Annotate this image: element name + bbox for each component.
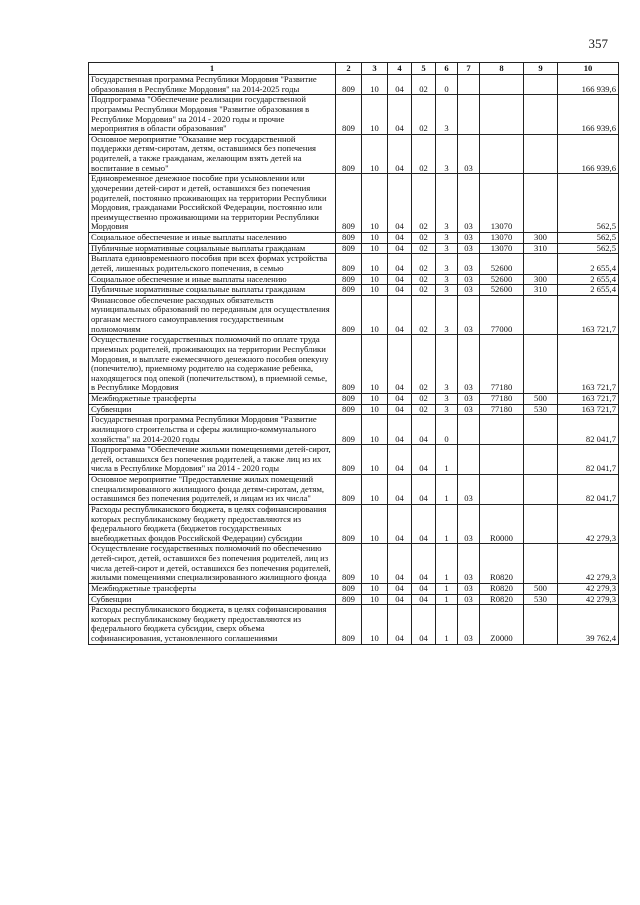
table-row bbox=[89, 274, 619, 285]
amount-cell: 2 655,4 bbox=[558, 274, 619, 285]
ministry-code-cell: 809 bbox=[336, 394, 362, 405]
program-code-cell: 02 bbox=[412, 233, 436, 244]
activity-code-cell: 03 bbox=[458, 174, 480, 233]
expense-type-cell bbox=[524, 445, 558, 475]
budget-table bbox=[88, 62, 619, 645]
section-code-cell: 10 bbox=[362, 335, 388, 394]
activity-code-cell: 03 bbox=[458, 504, 480, 544]
section-code-cell: 10 bbox=[362, 404, 388, 415]
subprogram-code-cell: 3 bbox=[436, 295, 458, 335]
subprogram-code-cell: 3 bbox=[436, 134, 458, 174]
subprogram-code-cell: 3 bbox=[436, 335, 458, 394]
subsection-code-cell: 04 bbox=[388, 504, 412, 544]
section-code-cell: 10 bbox=[362, 475, 388, 505]
table-row bbox=[89, 594, 619, 605]
section-code-cell: 10 bbox=[362, 594, 388, 605]
description-cell: Подпрограмма "Обеспечение жильми помещениями детей-сирот, детей, оставшихся без попечения родителей, а также лиц из их числа в Республике Мордовия" на 2014 - 2020 годы bbox=[89, 445, 336, 475]
section-code-cell: 10 bbox=[362, 254, 388, 274]
program-code-cell: 04 bbox=[412, 544, 436, 584]
expense-type-cell bbox=[524, 134, 558, 174]
expense-type-cell: 500 bbox=[524, 583, 558, 594]
amount-cell: 562,5 bbox=[558, 233, 619, 244]
activity-code-cell: 03 bbox=[458, 285, 480, 296]
description-cell: Финансовое обеспечение расходных обязательств муниципальных образований по переданным для осуществления органам местного самоуправления государственным полномочиям bbox=[89, 295, 336, 335]
amount-cell: 166 939,6 bbox=[558, 75, 619, 95]
direction-code-cell: Z0000 bbox=[480, 605, 524, 645]
ministry-code-cell: 809 bbox=[336, 415, 362, 445]
description-cell: Основное мероприятие "Предоставление жилых помещений специализированного жилищного фонда детям-сиротам, детям, оставшимся без попечения родителей, и лицам из их числа" bbox=[89, 475, 336, 505]
table-row bbox=[89, 285, 619, 296]
section-code-cell: 10 bbox=[362, 274, 388, 285]
subprogram-code-cell: 1 bbox=[436, 605, 458, 645]
activity-code-cell: 03 bbox=[458, 243, 480, 254]
section-code-cell: 10 bbox=[362, 75, 388, 95]
program-code-cell: 02 bbox=[412, 254, 436, 274]
amount-cell: 82 041,7 bbox=[558, 475, 619, 505]
amount-cell: 82 041,7 bbox=[558, 415, 619, 445]
ministry-code-cell: 809 bbox=[336, 544, 362, 584]
direction-code-cell: R0820 bbox=[480, 583, 524, 594]
ministry-code-cell: 809 bbox=[336, 504, 362, 544]
direction-code-cell bbox=[480, 475, 524, 505]
table-row bbox=[89, 605, 619, 645]
section-code-cell: 10 bbox=[362, 134, 388, 174]
activity-code-cell: 03 bbox=[458, 335, 480, 394]
description-cell: Межбюджетные трансферты bbox=[89, 583, 336, 594]
amount-cell: 562,5 bbox=[558, 243, 619, 254]
program-code-cell: 04 bbox=[412, 445, 436, 475]
header-cell: 10 bbox=[558, 63, 619, 75]
expense-type-cell bbox=[524, 415, 558, 445]
description-cell: Социальное обеспечение и иные выплаты населению bbox=[89, 274, 336, 285]
amount-cell: 562,5 bbox=[558, 174, 619, 233]
direction-code-cell bbox=[480, 415, 524, 445]
subprogram-code-cell: 1 bbox=[436, 445, 458, 475]
table-row bbox=[89, 134, 619, 174]
program-code-cell: 04 bbox=[412, 415, 436, 445]
description-cell: Основное мероприятие "Оказание мер государственной поддержки детям-сиротам, детям, оставшимся без попечения родителей, а также гражданам, желающим взять детей на воспитание в семью" bbox=[89, 134, 336, 174]
activity-code-cell bbox=[458, 95, 480, 135]
program-code-cell: 04 bbox=[412, 475, 436, 505]
amount-cell: 2 655,4 bbox=[558, 254, 619, 274]
direction-code-cell: 52600 bbox=[480, 254, 524, 274]
ministry-code-cell: 809 bbox=[336, 445, 362, 475]
table-row bbox=[89, 243, 619, 254]
subsection-code-cell: 04 bbox=[388, 274, 412, 285]
table-row bbox=[89, 174, 619, 233]
activity-code-cell: 03 bbox=[458, 274, 480, 285]
expense-type-cell bbox=[524, 174, 558, 233]
activity-code-cell: 03 bbox=[458, 605, 480, 645]
subsection-code-cell: 04 bbox=[388, 95, 412, 135]
direction-code-cell bbox=[480, 445, 524, 475]
activity-code-cell bbox=[458, 415, 480, 445]
expense-type-cell: 530 bbox=[524, 404, 558, 415]
table-row bbox=[89, 233, 619, 244]
amount-cell: 163 721,7 bbox=[558, 295, 619, 335]
direction-code-cell bbox=[480, 95, 524, 135]
subsection-code-cell: 04 bbox=[388, 285, 412, 296]
subprogram-code-cell: 3 bbox=[436, 254, 458, 274]
subsection-code-cell: 04 bbox=[388, 75, 412, 95]
subprogram-code-cell: 1 bbox=[436, 583, 458, 594]
header-cell: 3 bbox=[362, 63, 388, 75]
description-cell: Публичные нормативные социальные выплаты гражданам bbox=[89, 243, 336, 254]
ministry-code-cell: 809 bbox=[336, 75, 362, 95]
table-row bbox=[89, 544, 619, 584]
expense-type-cell bbox=[524, 544, 558, 584]
activity-code-cell: 03 bbox=[458, 544, 480, 584]
subprogram-code-cell: 1 bbox=[436, 594, 458, 605]
section-code-cell: 10 bbox=[362, 544, 388, 584]
expense-type-cell: 310 bbox=[524, 285, 558, 296]
table-row bbox=[89, 95, 619, 135]
header-cell: 9 bbox=[524, 63, 558, 75]
activity-code-cell: 03 bbox=[458, 254, 480, 274]
expense-type-cell bbox=[524, 95, 558, 135]
amount-cell: 42 279,3 bbox=[558, 583, 619, 594]
amount-cell: 163 721,7 bbox=[558, 394, 619, 405]
description-cell: Межбюджетные трансферты bbox=[89, 394, 336, 405]
program-code-cell: 02 bbox=[412, 285, 436, 296]
subprogram-code-cell: 3 bbox=[436, 95, 458, 135]
header-cell: 6 bbox=[436, 63, 458, 75]
subsection-code-cell: 04 bbox=[388, 594, 412, 605]
expense-type-cell: 530 bbox=[524, 594, 558, 605]
subsection-code-cell: 04 bbox=[388, 174, 412, 233]
subprogram-code-cell: 1 bbox=[436, 475, 458, 505]
description-cell: Осуществление государственных полномочий по обеспечению детей-сирот, детей, оставшихся без попечения родителей, лиц из числа детей-сирот и детей, оставшихся без попечения родителей, жилыми помещениями специализированного жилищного фонда bbox=[89, 544, 336, 584]
section-code-cell: 10 bbox=[362, 445, 388, 475]
description-cell: Публичные нормативные социальные выплаты гражданам bbox=[89, 285, 336, 296]
expense-type-cell: 300 bbox=[524, 233, 558, 244]
section-code-cell: 10 bbox=[362, 295, 388, 335]
ministry-code-cell: 809 bbox=[336, 285, 362, 296]
section-code-cell: 10 bbox=[362, 415, 388, 445]
subprogram-code-cell: 1 bbox=[436, 504, 458, 544]
program-code-cell: 02 bbox=[412, 174, 436, 233]
subprogram-code-cell: 3 bbox=[436, 243, 458, 254]
table-row bbox=[89, 504, 619, 544]
page-number: 357 bbox=[588, 36, 608, 51]
subprogram-code-cell: 3 bbox=[436, 404, 458, 415]
section-code-cell: 10 bbox=[362, 95, 388, 135]
header-cell: 4 bbox=[388, 63, 412, 75]
subprogram-code-cell: 3 bbox=[436, 394, 458, 405]
activity-code-cell: 03 bbox=[458, 394, 480, 405]
activity-code-cell: 03 bbox=[458, 583, 480, 594]
direction-code-cell: 13070 bbox=[480, 174, 524, 233]
ministry-code-cell: 809 bbox=[336, 95, 362, 135]
ministry-code-cell: 809 bbox=[336, 475, 362, 505]
description-cell: Субвенции bbox=[89, 594, 336, 605]
section-code-cell: 10 bbox=[362, 583, 388, 594]
expense-type-cell: 310 bbox=[524, 243, 558, 254]
subsection-code-cell: 04 bbox=[388, 404, 412, 415]
program-code-cell: 04 bbox=[412, 594, 436, 605]
program-code-cell: 02 bbox=[412, 295, 436, 335]
amount-cell: 163 721,7 bbox=[558, 335, 619, 394]
table-row bbox=[89, 295, 619, 335]
activity-code-cell: 03 bbox=[458, 295, 480, 335]
section-code-cell: 10 bbox=[362, 394, 388, 405]
amount-cell: 82 041,7 bbox=[558, 445, 619, 475]
ministry-code-cell: 809 bbox=[336, 174, 362, 233]
activity-code-cell: 03 bbox=[458, 134, 480, 174]
direction-code-cell: 13070 bbox=[480, 233, 524, 244]
direction-code-cell bbox=[480, 134, 524, 174]
description-cell: Выплата единовременного пособия при всех формах устройства детей, лишенных родительского попечения, в семью bbox=[89, 254, 336, 274]
description-cell: Социальное обеспечение и иные выплаты населению bbox=[89, 233, 336, 244]
subsection-code-cell: 04 bbox=[388, 475, 412, 505]
subsection-code-cell: 04 bbox=[388, 394, 412, 405]
direction-code-cell: 77000 bbox=[480, 295, 524, 335]
ministry-code-cell: 809 bbox=[336, 594, 362, 605]
program-code-cell: 04 bbox=[412, 605, 436, 645]
expense-type-cell bbox=[524, 504, 558, 544]
description-cell: Расходы республиканского бюджета, в целях софинансирования которых республиканскому бюджету предоставляются из федерального бюджета (бюджетов государственных внебюджетных фондов Российской Федерации) субсидии bbox=[89, 504, 336, 544]
table-row bbox=[89, 415, 619, 445]
ministry-code-cell: 809 bbox=[336, 404, 362, 415]
program-code-cell: 02 bbox=[412, 134, 436, 174]
description-cell: Подпрограмма "Обеспечение реализации государственной программы Республики Мордовия "Развитие образования в Республике Мордовия" на 2014 - 2020 годы и прочие мероприятия в области образования" bbox=[89, 95, 336, 135]
direction-code-cell: 77180 bbox=[480, 394, 524, 405]
header-cell: 1 bbox=[89, 63, 336, 75]
subsection-code-cell: 04 bbox=[388, 254, 412, 274]
amount-cell: 42 279,3 bbox=[558, 544, 619, 584]
amount-cell: 166 939,6 bbox=[558, 95, 619, 135]
expense-type-cell bbox=[524, 335, 558, 394]
subsection-code-cell: 04 bbox=[388, 583, 412, 594]
expense-type-cell bbox=[524, 475, 558, 505]
program-code-cell: 04 bbox=[412, 583, 436, 594]
activity-code-cell: 03 bbox=[458, 594, 480, 605]
direction-code-cell: R0820 bbox=[480, 544, 524, 584]
ministry-code-cell: 809 bbox=[336, 274, 362, 285]
table-row bbox=[89, 75, 619, 95]
program-code-cell: 02 bbox=[412, 394, 436, 405]
subsection-code-cell: 04 bbox=[388, 335, 412, 394]
subprogram-code-cell: 0 bbox=[436, 75, 458, 95]
section-code-cell: 10 bbox=[362, 174, 388, 233]
table-header-row bbox=[89, 63, 619, 75]
subprogram-code-cell: 0 bbox=[436, 415, 458, 445]
subprogram-code-cell: 3 bbox=[436, 174, 458, 233]
description-cell: Государственная программа Республики Мордовия "Развитие жилищного строительства и сферы жилищно-коммунального хозяйства" на 2014-2020 годы bbox=[89, 415, 336, 445]
section-code-cell: 10 bbox=[362, 243, 388, 254]
program-code-cell: 02 bbox=[412, 274, 436, 285]
amount-cell: 166 939,6 bbox=[558, 134, 619, 174]
direction-code-cell bbox=[480, 75, 524, 95]
amount-cell: 2 655,4 bbox=[558, 285, 619, 296]
amount-cell: 39 762,4 bbox=[558, 605, 619, 645]
direction-code-cell: 77180 bbox=[480, 335, 524, 394]
description-cell: Осуществление государственных полномочий по оплате труда приемных родителей, проживающих на территории Республики Мордовия, и выплате ежемесячного денежного пособия опекуну (попечителю), приемному родителю на содержание ребенка, находящегося под опекой (попечительством), в приемной семье, в Республике Мордовия bbox=[89, 335, 336, 394]
section-code-cell: 10 bbox=[362, 504, 388, 544]
expense-type-cell bbox=[524, 254, 558, 274]
table-row bbox=[89, 475, 619, 505]
ministry-code-cell: 809 bbox=[336, 233, 362, 244]
table-row bbox=[89, 445, 619, 475]
direction-code-cell: 13070 bbox=[480, 243, 524, 254]
ministry-code-cell: 809 bbox=[336, 295, 362, 335]
direction-code-cell: 52600 bbox=[480, 274, 524, 285]
subprogram-code-cell: 1 bbox=[436, 544, 458, 584]
section-code-cell: 10 bbox=[362, 285, 388, 296]
header-cell: 7 bbox=[458, 63, 480, 75]
subsection-code-cell: 04 bbox=[388, 544, 412, 584]
header-cell: 8 bbox=[480, 63, 524, 75]
ministry-code-cell: 809 bbox=[336, 243, 362, 254]
expense-type-cell bbox=[524, 605, 558, 645]
section-code-cell: 10 bbox=[362, 605, 388, 645]
ministry-code-cell: 809 bbox=[336, 583, 362, 594]
activity-code-cell bbox=[458, 75, 480, 95]
activity-code-cell: 03 bbox=[458, 475, 480, 505]
ministry-code-cell: 809 bbox=[336, 254, 362, 274]
amount-cell: 163 721,7 bbox=[558, 404, 619, 415]
description-cell: Государственная программа Республики Мордовия "Развитие образования в Республике Мордовия" на 2014-2025 годы bbox=[89, 75, 336, 95]
program-code-cell: 02 bbox=[412, 75, 436, 95]
expense-type-cell: 300 bbox=[524, 274, 558, 285]
expense-type-cell bbox=[524, 75, 558, 95]
program-code-cell: 02 bbox=[412, 243, 436, 254]
subsection-code-cell: 04 bbox=[388, 445, 412, 475]
header-cell: 2 bbox=[336, 63, 362, 75]
subprogram-code-cell: 3 bbox=[436, 285, 458, 296]
subsection-code-cell: 04 bbox=[388, 233, 412, 244]
subsection-code-cell: 04 bbox=[388, 605, 412, 645]
subsection-code-cell: 04 bbox=[388, 295, 412, 335]
program-code-cell: 02 bbox=[412, 335, 436, 394]
description-cell: Единовременное денежное пособие при усыновлении или удочерении детей-сирот и детей, оставшихся без попечения родителей, постоянно проживающих на территории Республики Мордовия, гражданами Российской Федерации, постоянно или преимущественно проживающими на территории Республики Мордовия bbox=[89, 174, 336, 233]
activity-code-cell: 03 bbox=[458, 404, 480, 415]
subprogram-code-cell: 3 bbox=[436, 274, 458, 285]
expense-type-cell bbox=[524, 295, 558, 335]
ministry-code-cell: 809 bbox=[336, 134, 362, 174]
section-code-cell: 10 bbox=[362, 233, 388, 244]
ministry-code-cell: 809 bbox=[336, 335, 362, 394]
direction-code-cell: 52600 bbox=[480, 285, 524, 296]
program-code-cell: 04 bbox=[412, 504, 436, 544]
expense-type-cell: 500 bbox=[524, 394, 558, 405]
table-row bbox=[89, 583, 619, 594]
program-code-cell: 02 bbox=[412, 95, 436, 135]
subsection-code-cell: 04 bbox=[388, 134, 412, 174]
program-code-cell: 02 bbox=[412, 404, 436, 415]
table-row bbox=[89, 254, 619, 274]
activity-code-cell: 03 bbox=[458, 233, 480, 244]
direction-code-cell: 77180 bbox=[480, 404, 524, 415]
subsection-code-cell: 04 bbox=[388, 243, 412, 254]
amount-cell: 42 279,3 bbox=[558, 594, 619, 605]
subprogram-code-cell: 3 bbox=[436, 233, 458, 244]
description-cell: Субвенции bbox=[89, 404, 336, 415]
description-cell: Расходы республиканского бюджета, в целях софинансирования которых республиканскому бюджету предоставляются из федерального бюджета субсидии, сверх объема софинансирования, установленного соглашениями bbox=[89, 605, 336, 645]
amount-cell: 42 279,3 bbox=[558, 504, 619, 544]
ministry-code-cell: 809 bbox=[336, 605, 362, 645]
table-row bbox=[89, 404, 619, 415]
table-row bbox=[89, 335, 619, 394]
table-row bbox=[89, 394, 619, 405]
header-cell: 5 bbox=[412, 63, 436, 75]
subsection-code-cell: 04 bbox=[388, 415, 412, 445]
direction-code-cell: R0000 bbox=[480, 504, 524, 544]
direction-code-cell: R0820 bbox=[480, 594, 524, 605]
activity-code-cell bbox=[458, 445, 480, 475]
